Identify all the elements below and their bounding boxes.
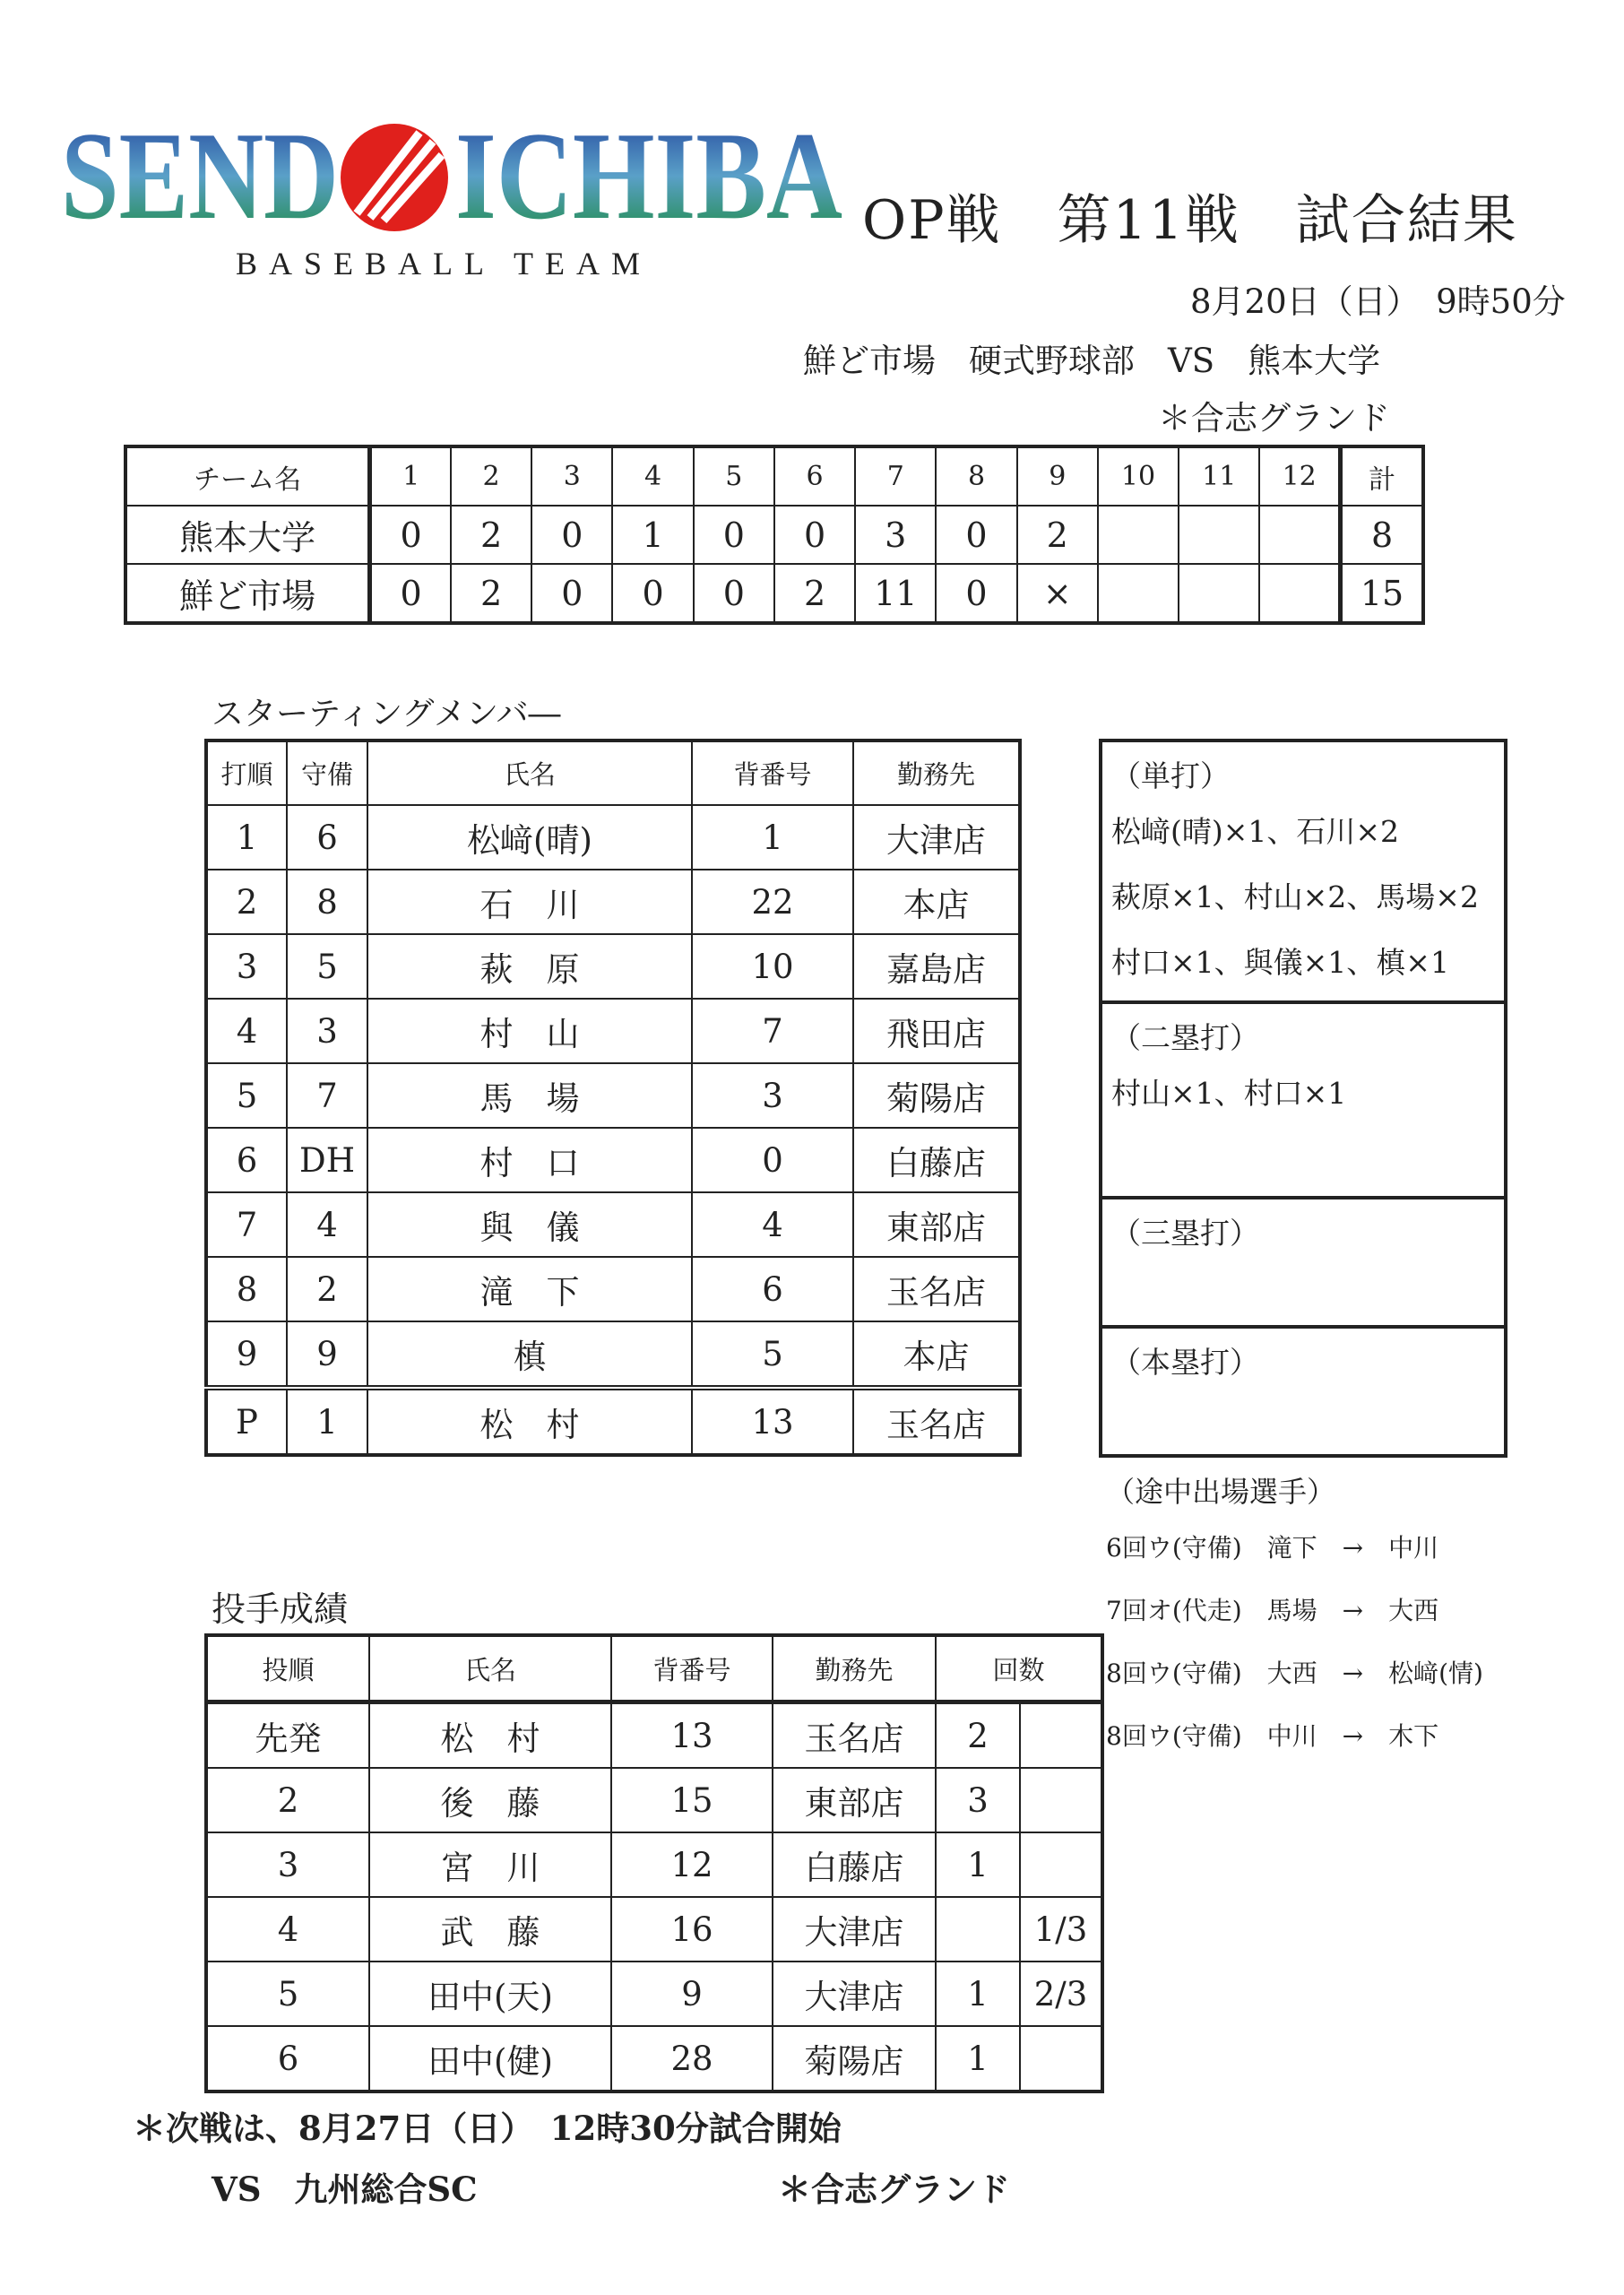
position: 7	[287, 1063, 367, 1128]
total-header: 計	[1341, 446, 1423, 506]
pitcher-store: 白藤店	[773, 1832, 936, 1897]
player-name: 馬 場	[367, 1063, 692, 1128]
pitcher-store: 大津店	[773, 1962, 936, 2026]
pitching-row	[206, 1897, 1102, 1962]
store: 飛田店	[853, 999, 1020, 1063]
hits-single-line: 村口×1、與儀×1、槙×1	[1111, 945, 1449, 980]
inning-score: 2	[451, 506, 531, 564]
inning-score: 0	[370, 506, 451, 564]
innings-fraction	[1020, 2026, 1102, 2091]
team-name: 熊本大学	[125, 506, 370, 564]
jersey-number: 3	[692, 1063, 853, 1128]
pitch-order: 6	[206, 2026, 369, 2091]
pitcher-store: 大津店	[773, 1897, 936, 1962]
inning-header: 5	[694, 446, 774, 506]
inning-score: 0	[531, 564, 612, 623]
lineup-row	[206, 1321, 1020, 1388]
batting-order: P	[206, 1388, 287, 1455]
pitcher-name: 田中(健)	[369, 2026, 611, 2091]
store: 白藤店	[853, 1128, 1020, 1192]
total-score: 15	[1341, 564, 1423, 623]
pitcher-number-header: 背番号	[611, 1635, 773, 1702]
page-title: OP戦 第11戦 試合結果	[862, 189, 1518, 252]
player-name: 與 儀	[367, 1192, 692, 1257]
jersey-number: 22	[692, 870, 853, 934]
inning-score: 2	[451, 564, 531, 623]
total-score: 8	[1341, 506, 1423, 564]
batting-order: 2	[206, 870, 287, 934]
substitute-row: 8回ウ(守備) 中川 → 木下	[1106, 1721, 1439, 1751]
pitching-row	[206, 1768, 1102, 1832]
pitching-row	[206, 1832, 1102, 1897]
pitcher-number: 13	[611, 1702, 773, 1769]
inning-header: 12	[1259, 446, 1340, 506]
next-opponent: VS 九州総合SC	[212, 2169, 478, 2209]
pitcher-number: 15	[611, 1768, 773, 1832]
innings-whole: 2	[936, 1702, 1020, 1769]
player-name: 萩 原	[367, 934, 692, 999]
hits-triple-label: （三塁打）	[1111, 1216, 1259, 1251]
inning-score	[1179, 564, 1259, 623]
jersey-number: 5	[692, 1321, 853, 1388]
inning-score: 0	[694, 564, 774, 623]
pitching-table	[204, 1633, 1104, 2093]
lineup-pitcher-row	[206, 1388, 1020, 1455]
player-name: 村 口	[367, 1128, 692, 1192]
pitcher-name: 宮 川	[369, 1832, 611, 1897]
innings-fraction	[1020, 1768, 1102, 1832]
lineup-row	[206, 870, 1020, 934]
inning-score: 3	[855, 506, 936, 564]
store: 嘉島店	[853, 934, 1020, 999]
pitcher-name: 武 藤	[369, 1897, 611, 1962]
inning-score: 0	[612, 564, 693, 623]
pitcher-store: 玉名店	[773, 1702, 936, 1769]
pitching-row	[206, 1962, 1102, 2026]
jersey-number: 4	[692, 1192, 853, 1257]
player-name: 村 山	[367, 999, 692, 1063]
pitcher-name-header: 氏名	[369, 1635, 611, 1702]
jersey-number: 7	[692, 999, 853, 1063]
lineup-row	[206, 999, 1020, 1063]
innings-whole: 1	[936, 1832, 1020, 1897]
name-header: 氏名	[367, 740, 692, 805]
number-header: 背番号	[692, 740, 853, 805]
pitching-title: 投手成績	[212, 1589, 349, 1629]
inning-header: 7	[855, 446, 936, 506]
pitcher-name: 田中(天)	[369, 1962, 611, 2026]
venue: ＊合志グランド	[1158, 399, 1390, 437]
batting-order: 9	[206, 1321, 287, 1388]
position: 5	[287, 934, 367, 999]
player-name: 槙	[367, 1321, 692, 1388]
position-header: 守備	[287, 740, 367, 805]
hits-triple-box	[1099, 1196, 1507, 1329]
lineup-row	[206, 1257, 1020, 1321]
lineup-header-row	[206, 740, 1020, 805]
position: 1	[287, 1388, 367, 1455]
pitching-row	[206, 1702, 1102, 1769]
next-game-note: ＊次戦は、8月27日（日） 12時30分試合開始	[133, 2109, 842, 2148]
player-name: 松 村	[367, 1388, 692, 1455]
inning-header: 1	[370, 446, 451, 506]
jersey-number: 10	[692, 934, 853, 999]
scoreboard-row	[125, 564, 1423, 623]
pitch-order: 3	[206, 1832, 369, 1897]
position: DH	[287, 1128, 367, 1192]
next-venue: ＊合志グランド	[778, 2169, 1010, 2209]
position: 6	[287, 805, 367, 870]
innings-whole: 1	[936, 2026, 1020, 2091]
substitute-row: 7回オ(代走) 馬場 → 大西	[1106, 1596, 1439, 1625]
jersey-number: 6	[692, 1257, 853, 1321]
pitch-order: 先発	[206, 1702, 369, 1769]
batting-order: 6	[206, 1128, 287, 1192]
store: 玉名店	[853, 1257, 1020, 1321]
inning-score	[1098, 506, 1179, 564]
logo-subtitle: BASEBALL TEAM	[236, 246, 652, 281]
jersey-number: 0	[692, 1128, 853, 1192]
innings-fraction: 1/3	[1020, 1897, 1102, 1962]
store: 本店	[853, 870, 1020, 934]
innings-whole	[936, 1897, 1020, 1962]
inning-score: ×	[1017, 564, 1098, 623]
player-name: 石 川	[367, 870, 692, 934]
store: 大津店	[853, 805, 1020, 870]
position: 4	[287, 1192, 367, 1257]
innings-fraction: 2/3	[1020, 1962, 1102, 2026]
team-header: チーム名	[125, 446, 370, 506]
inning-header: 11	[1179, 446, 1259, 506]
inning-score: 0	[936, 564, 1016, 623]
inning-score: 2	[1017, 506, 1098, 564]
innings-fraction	[1020, 1832, 1102, 1897]
batting-order: 8	[206, 1257, 287, 1321]
pitch-order-header: 投順	[206, 1635, 369, 1702]
lineup-row	[206, 1192, 1020, 1257]
substitutes-list	[1106, 1467, 1608, 1768]
substitute-row: 8回ウ(守備) 大西 → 松﨑(情)	[1106, 1658, 1483, 1688]
pitcher-name: 後 藤	[369, 1768, 611, 1832]
game-date: 8月20日（日） 9時50分	[1190, 282, 1566, 321]
substitutes-title: （途中出場選手）	[1106, 1475, 1336, 1509]
pitcher-number: 9	[611, 1962, 773, 2026]
pitcher-number: 12	[611, 1832, 773, 1897]
svg-text:ICHIBA: ICHIBA	[455, 107, 842, 246]
store: 本店	[853, 1321, 1020, 1388]
position: 3	[287, 999, 367, 1063]
inning-score: 0	[936, 506, 1016, 564]
pitching-header-row	[206, 1635, 1102, 1702]
inning-score: 11	[855, 564, 936, 623]
hits-single-line: 松﨑(晴)×1、石川×2	[1111, 814, 1400, 849]
hits-homer-label: （本塁打）	[1111, 1345, 1259, 1380]
position: 2	[287, 1257, 367, 1321]
pitch-order: 5	[206, 1962, 369, 2026]
hits-double-box	[1099, 1000, 1507, 1199]
store: 玉名店	[853, 1388, 1020, 1455]
inning-header: 8	[936, 446, 1016, 506]
scoreboard-row	[125, 506, 1423, 564]
pitcher-store: 菊陽店	[773, 2026, 936, 2091]
inning-score: 1	[612, 506, 693, 564]
scoreboard-table	[124, 445, 1425, 625]
pitching-row	[206, 2026, 1102, 2091]
inning-score	[1098, 564, 1179, 623]
pitcher-number: 16	[611, 1897, 773, 1962]
scoreboard-header-row	[125, 446, 1423, 506]
innings-whole: 1	[936, 1962, 1020, 2026]
inning-score: 0	[370, 564, 451, 623]
lineup-row	[206, 805, 1020, 870]
inning-header: 10	[1098, 446, 1179, 506]
pitch-order: 2	[206, 1768, 369, 1832]
matchup: 鮮ど市場 硬式野球部 VS 熊本大学	[803, 342, 1381, 380]
inning-header: 6	[774, 446, 855, 506]
innings-header: 回数	[936, 1635, 1102, 1702]
inning-header: 2	[451, 446, 531, 506]
substitute-row: 6回ウ(守備) 滝下 → 中川	[1106, 1533, 1439, 1563]
team-logo	[61, 106, 850, 285]
jersey-number: 13	[692, 1388, 853, 1455]
position: 9	[287, 1321, 367, 1388]
player-name: 松﨑(晴)	[367, 805, 692, 870]
player-name: 滝 下	[367, 1257, 692, 1321]
lineup-title: スターティングメンバ―	[212, 696, 561, 732]
inning-score: 0	[531, 506, 612, 564]
pitcher-name: 松 村	[369, 1702, 611, 1769]
lineup-row	[206, 934, 1020, 999]
inning-score: 0	[694, 506, 774, 564]
batting-order: 5	[206, 1063, 287, 1128]
pitcher-store: 東部店	[773, 1768, 936, 1832]
store: 東部店	[853, 1192, 1020, 1257]
store-header: 勤務先	[853, 740, 1020, 805]
hits-single-box	[1099, 739, 1507, 1004]
svg-text:SEND: SEND	[61, 107, 339, 246]
hits-double-line: 村山×1、村口×1	[1111, 1076, 1347, 1111]
inning-score: 2	[774, 564, 855, 623]
inning-score	[1259, 506, 1340, 564]
team-name: 鮮ど市場	[125, 564, 370, 623]
position: 8	[287, 870, 367, 934]
pitcher-store-header: 勤務先	[773, 1635, 936, 1702]
pitch-order: 4	[206, 1897, 369, 1962]
hits-single-label: （単打）	[1111, 758, 1230, 793]
batting-order: 7	[206, 1192, 287, 1257]
pitcher-number: 28	[611, 2026, 773, 2091]
inning-header: 3	[531, 446, 612, 506]
batting-order: 1	[206, 805, 287, 870]
inning-score: 0	[774, 506, 855, 564]
innings-whole: 3	[936, 1768, 1020, 1832]
order-header: 打順	[206, 740, 287, 805]
lineup-row	[206, 1128, 1020, 1192]
lineup-table	[204, 739, 1022, 1457]
lineup-row	[206, 1063, 1020, 1128]
batting-order: 4	[206, 999, 287, 1063]
hits-homer-box	[1099, 1325, 1507, 1458]
hits-double-label: （二塁打）	[1111, 1020, 1259, 1055]
inning-header: 9	[1017, 446, 1098, 506]
inning-header: 4	[612, 446, 693, 506]
inning-score	[1259, 564, 1340, 623]
batting-order: 3	[206, 934, 287, 999]
jersey-number: 1	[692, 805, 853, 870]
store: 菊陽店	[853, 1063, 1020, 1128]
hits-single-line: 萩原×1、村山×2、馬場×2	[1111, 879, 1479, 914]
inning-score	[1179, 506, 1259, 564]
innings-fraction	[1020, 1702, 1102, 1769]
